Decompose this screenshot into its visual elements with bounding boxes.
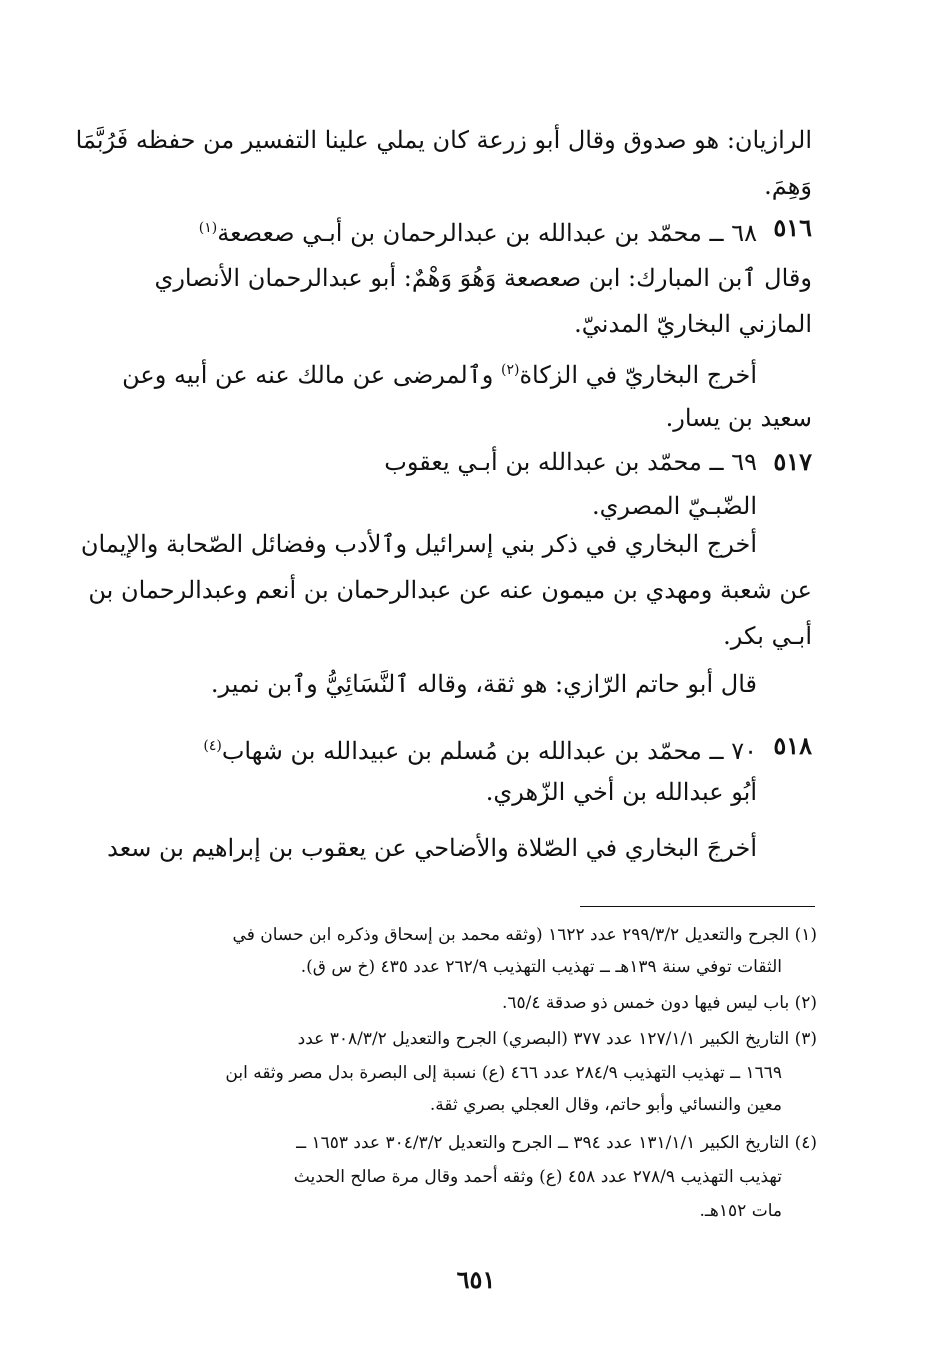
text-line: سعيد بن يسار. [665, 404, 812, 432]
footnote-line: الثقات توفي سنة ١٣٩هـ ــ تهذيب التهذيب ٢٦٢/٩ عدد ٤٣٥ (خ س ق). [300, 957, 782, 977]
footnote-3: (٣) التاريخ الكبير ١٢٧/١/١ عدد ٣٧٧ (البصري) الجرح والتعديل ٣٠٨/٣/٢ عدد [297, 1029, 817, 1049]
footnote-2: (٢) باب ليس فيها دون خمس ذو صدقة ٦٥/٤. [502, 993, 817, 1013]
footnote-line: معين والنسائي وأبو حاتم، وقال العجلي بصري ثقة. [429, 1095, 782, 1115]
text-line: الرازيان: هو صدوق وقال أبو زرعة كان يملي علينا التفسير من حفظه فَرُبَّمَا [75, 126, 812, 154]
text-line: أخرجَ البخاري في الصّلاة والأضاحي عن يعقوب بن إبراهيم بن سعد [107, 834, 757, 862]
footnote-separator [580, 906, 815, 907]
text-line: أخرج البخاري في ذكر بني إسرائيل وٱلأدب وفضائل الصّحابة والإيمان [80, 530, 757, 558]
text-line: أخرج البخاريّ في الزكاة$^{(٢)}$ وٱلمرضى عن مالك عنه عن أبيه وعن [122, 361, 757, 389]
text-line: أبـي بكر. [723, 622, 812, 650]
footnote-marker: (١) [198, 220, 218, 236]
text-line: عن شعبة ومهدي بن ميمون عنه عن عبدالرحمان بن أنعم وعبدالرحمان بن [88, 576, 812, 604]
entry-number: ٥١٧ [773, 447, 812, 476]
text-line: الضّبـيّ المصري. [591, 492, 757, 520]
footnote-line: تهذيب التهذيب ٢٧٨/٩ عدد ٤٥٨ (ع) وثقه أحمد وقال مرة صالح الحديث [293, 1167, 782, 1187]
footnote-marker: (٤) [203, 738, 222, 754]
text-line: وَهِمَ. [764, 172, 812, 200]
text-line: أبُو عبدالله بن أخي الزّهري. [485, 778, 757, 806]
text-line: قال أبو حاتم الرّازي: هو ثقة، وقاله ٱلنَّسَائِيُّ وٱبن نمير. [210, 670, 757, 698]
entry-heading: ٦٩ ــ محمّد بن عبدالله بن أبـي يعقوب [384, 448, 757, 476]
entry-number: ٥١٨ [773, 731, 812, 760]
footnote-4: (٤) التاريخ الكبير ١٣١/١/١ عدد ٣٩٤ ــ الجرح والتعديل ٣٠٤/٣/٢ عدد ١٦٥٣ ــ [296, 1133, 817, 1153]
footnote-line: مات ١٥٢هـ. [699, 1201, 782, 1221]
page-number: ٦٥١ [456, 1265, 496, 1294]
footnote-1: (١) الجرح والتعديل ٢٩٩/٣/٢ عدد ١٦٢٢ (وثقه محمد بن إسحاق وذكره ابن حسان في [232, 925, 817, 945]
text-line: المازني البخاريّ المدنيّ. [574, 310, 812, 338]
entry-number: ٥١٦ [773, 213, 812, 242]
footnote-line: ١٦٦٩ ــ تهذيب التهذيب ٢٨٤/٩ عدد ٤٦٦ (ع) نسبة إلى البصرة بدل مصر وثقه ابن [225, 1063, 782, 1083]
entry-heading: ٦٨ ــ محمّد بن عبدالله بن عبدالرحمان بن أبـي صعصعة$^{(١)}$ [198, 219, 757, 247]
entry-heading: ٧٠ ــ محمّد بن عبدالله بن مُسلم بن عبيدالله بن شهاب$^{(٤)}$ [203, 737, 757, 765]
text-line: وقال ٱبن المبارك: ابن صعصعة وَهُوَ وَهْمٌ: أبو عبدالرحمان الأنصاري [154, 264, 812, 292]
footnote-marker: (٢) [500, 362, 520, 378]
